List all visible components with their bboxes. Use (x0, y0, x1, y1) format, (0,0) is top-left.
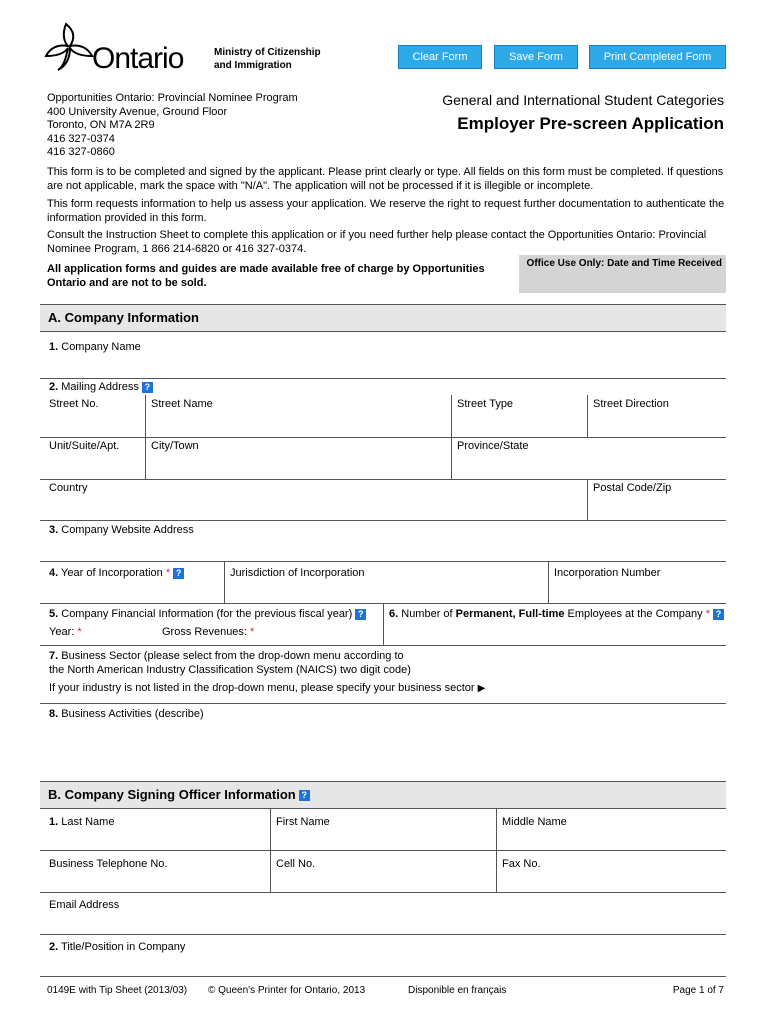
required-mark: * (705, 608, 711, 620)
help-icon[interactable]: ? (142, 382, 153, 393)
program-address (47, 92, 298, 160)
label-text: Last Name (61, 816, 115, 828)
triangle-right-icon[interactable]: ▶ (477, 683, 486, 694)
street-no-label: Street No. (49, 398, 99, 410)
office-use-box (519, 255, 726, 293)
mailing-address-label (49, 381, 153, 393)
street-type-label: Street Type (457, 398, 514, 410)
divider (40, 934, 726, 935)
divider (40, 479, 726, 480)
divider (40, 850, 726, 851)
help-icon[interactable]: ? (299, 790, 310, 801)
save-form-button[interactable]: Save Form (494, 45, 578, 69)
question-number: 5. (49, 608, 59, 620)
label-text: Number of (401, 608, 453, 620)
divider (40, 378, 726, 379)
company-name-label (49, 341, 141, 353)
business-sector-line-3 (49, 681, 485, 696)
address-line: Toronto, ON M7A 2R9 (47, 119, 155, 131)
label-text: Title/Position in Company (61, 941, 186, 953)
help-icon[interactable]: ? (713, 609, 724, 620)
address-line: 400 University Avenue, Ground Floor (47, 105, 228, 118)
year-label (49, 626, 82, 638)
clear-form-button[interactable]: Clear Form (398, 45, 482, 69)
divider (587, 479, 588, 520)
divider (145, 437, 146, 479)
logo-text: Ontario (92, 42, 184, 75)
label-text: Business Activities (describe) (61, 708, 204, 720)
fax-number-label: Fax No. (502, 858, 541, 870)
form-title: Employer Pre-screen Application (457, 114, 724, 133)
divider (40, 703, 726, 704)
label-text: Company Name (61, 341, 141, 353)
intro-paragraph-2: This form requests information to help us assess your application. We reserve the right to request further documentation to authenticate the information provided in this form. (47, 198, 725, 224)
required-mark: * (250, 626, 255, 638)
required-mark: * (165, 567, 171, 579)
email-address-label: Email Address (49, 899, 120, 911)
section-a-title: A. Company Information (48, 310, 199, 325)
page-number: Page 1 of 7 (672, 985, 724, 996)
form-subtitle: General and International Student Categories (442, 92, 724, 108)
divider (40, 976, 726, 977)
label-text: Business Sector (please select from the drop-down menu according to (61, 650, 404, 662)
business-sector-label (49, 649, 485, 696)
question-number: 6. (389, 608, 399, 620)
form-number: 0149E with Tip Sheet (2013/03) (47, 985, 188, 996)
help-icon[interactable]: ? (173, 568, 184, 579)
ministry-line-2: and Immigration (214, 60, 292, 71)
section-a-header (40, 304, 726, 332)
ontario-trillium-logo-icon (44, 22, 94, 72)
question-number: 8. (49, 708, 59, 720)
office-use-label: Office Use Only: Date and Time Received (526, 258, 722, 269)
question-number: 2. (49, 941, 59, 953)
label-text: Mailing Address (61, 381, 139, 393)
employee-count-label (389, 608, 724, 620)
business-telephone-label: Business Telephone No. (49, 858, 168, 870)
question-number: 1. (49, 816, 59, 828)
section-b-header (40, 781, 726, 809)
address-line: 416 327-0860 (47, 146, 115, 158)
street-name-label: Street Name (151, 398, 213, 410)
divider (40, 645, 726, 646)
country-label: Country (49, 482, 88, 494)
question-number: 1. (49, 341, 59, 353)
label-text: Company Financial Information (for the previous fiscal year) (61, 608, 353, 620)
ministry-line-1: Ministry of Citizenship (214, 47, 321, 58)
incorporation-number-label: Incorporation Number (554, 567, 661, 579)
business-activities-label (49, 708, 204, 720)
question-number: 3. (49, 524, 59, 536)
intro-paragraph-1: This form is to be completed and signed by the applicant. Please print clearly or type. All fields on this form must be completed. If questions are not applicable, mark the space with "N/A". The application will not be processed if it is illegible or incomplete. (47, 166, 724, 192)
label-text: Employees at the Company (567, 608, 703, 620)
question-number: 7. (49, 650, 59, 662)
postal-code-label: Postal Code/Zip (593, 482, 672, 494)
province-label: Province/State (457, 440, 529, 452)
first-name-label: First Name (276, 816, 330, 828)
label-text: Gross Revenues: (162, 626, 247, 638)
gross-revenues-label (162, 626, 254, 638)
divider (40, 892, 726, 893)
french-version-link[interactable]: Disponible en français (408, 985, 507, 996)
divider (40, 520, 726, 521)
print-completed-form-button[interactable]: Print Completed Form (589, 45, 726, 69)
divider (383, 603, 384, 645)
copyright: © Queen's Printer for Ontario, 2013 (208, 985, 366, 996)
unit-label: Unit/Suite/Apt. (49, 440, 120, 452)
label-text: Company Website Address (61, 524, 194, 536)
jurisdiction-label: Jurisdiction of Incorporation (230, 567, 365, 579)
section-b-title-wrap (48, 787, 310, 802)
free-of-charge-notice: All application forms and guides are made available free of charge by Opportunities Ontario and are not to be sold. (47, 263, 485, 289)
business-sector-line-1 (49, 649, 485, 663)
label-text-bold: Permanent, Full-time (455, 608, 565, 620)
help-icon[interactable]: ? (355, 609, 366, 620)
section-b-title: B. Company Signing Officer Information (48, 787, 296, 802)
year-of-incorporation-label (49, 567, 184, 579)
divider (40, 561, 726, 562)
required-mark: * (77, 626, 82, 638)
divider (40, 437, 726, 438)
business-sector-line-2: the North American Industry Classification System (NAICS) two digit code) (49, 664, 411, 676)
middle-name-label: Middle Name (502, 816, 567, 828)
financial-info-label (49, 608, 366, 620)
website-label (49, 524, 194, 536)
address-line: Opportunities Ontario: Provincial Nominee Program (47, 92, 298, 104)
divider (224, 561, 225, 603)
last-name-label (49, 816, 114, 828)
address-line: 416 327-0374 (47, 132, 115, 145)
city-label: City/Town (151, 440, 199, 452)
question-number: 4. (49, 567, 59, 579)
title-position-label (49, 941, 185, 953)
label-text: If your industry is not listed in the drop-down menu, please specify your business sector (49, 682, 475, 694)
divider (145, 395, 146, 437)
question-number: 2. (49, 381, 59, 393)
cell-number-label: Cell No. (276, 858, 316, 870)
intro-paragraph-3: Consult the Instruction Sheet to complete this application or if you need further help please contact the Opportunities Ontario: Provincial Nominee Program, 1 866 214-6820 or 416 327-0374. (47, 229, 707, 255)
divider (587, 395, 588, 437)
street-direction-label: Street Direction (593, 398, 669, 410)
label-text: Year of Incorporation (61, 567, 163, 579)
label-text: Year: (49, 626, 75, 638)
divider (548, 561, 549, 603)
ministry-name (214, 46, 321, 72)
